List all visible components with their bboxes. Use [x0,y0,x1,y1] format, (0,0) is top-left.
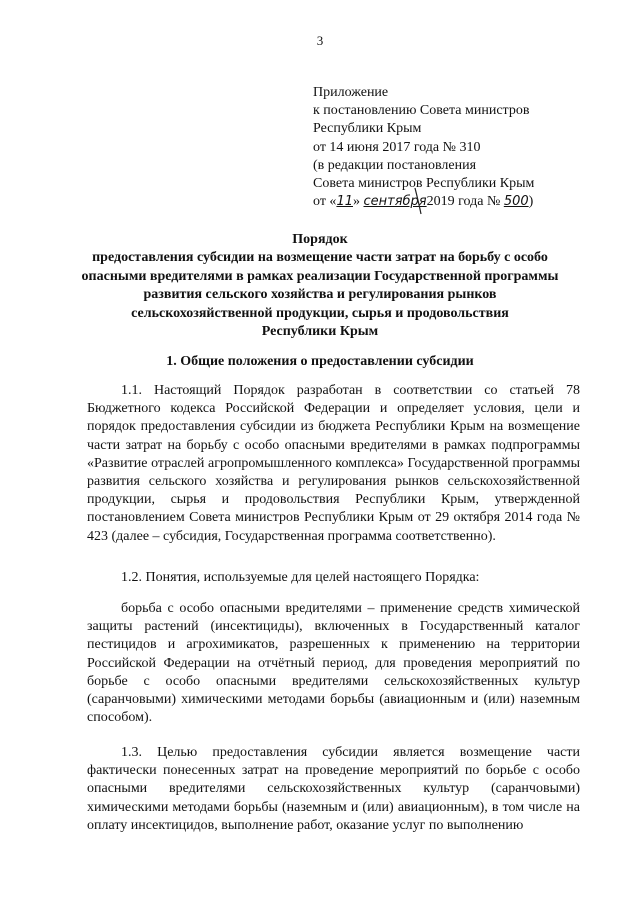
appendix-line-1: Приложение [313,85,389,100]
title-line-5: сельскохозяйственной продукции, сырья и продовольствия [131,305,509,321]
paragraph-1-3: 1.3. Целью предоставления субсидии является возмещение части фактически понесенных затрат на проведение мероприятий по борьбе с особо опасными вредителями сельскохозяйственных культур (саранчовыми) химическими методами борьбы (наземным и (или) авиационным), в том числе на оплату инсектицидов, выполнение работ, оказание услуг по выполнению [87,745,580,833]
appendix-line-5: (в редакции постановления [313,157,477,173]
date-month-handwritten: сентября [363,194,427,210]
title-line-1: Порядок [292,232,348,247]
section-heading: 1. Общие положения о предоставлении субсидии [166,354,474,369]
date-day-handwritten: 11 [336,194,353,210]
page-number: 3 [316,33,324,48]
date-mid: » [352,194,360,210]
title-line-6: Республики Крым [261,324,379,340]
paragraph-1-2: 1.2. Понятия, используемые для целей настоящего Порядка: [121,570,480,585]
title-line-2: предоставления субсидии на возмещение части затрат на борьбу с особо [92,250,548,266]
date-prefix: от « [313,194,337,210]
title-line-4: развития сельского хозяйства и регулирования рынков [143,287,497,303]
paragraph-1-1: 1.1. Настоящий Порядок разработан в соответствии со статьей 78 Бюджетного кодекса Российской Федерации и определяет условия, цели и порядок предоставления субсидии из бюджета Республики Крым на возмещение части затрат на борьбу с особо опасными вредителями в рамках подпрограммы «Развитие отраслей агропромышленного комплекса» Государственной программы развития сельского хозяйства и регулирования рынков сельскохозяйственной продукции, сырья и продовольствия Республики Крым, утвержденной постановлением Совета министров Республики Крым от 29 октября 2014 года № 423 (далее – субсидия, Государственная программа соответственно). [87,383,580,544]
title-line-3: опасными вредителями в рамках реализации Государственной программы [81,268,559,284]
date-suffix: ) [528,194,534,210]
appendix-line-6: Совета министров Республики Крым [313,176,535,192]
appendix-line-3: Республики Крым [313,121,422,137]
appendix-line-4: от 14 июня 2017 года № 310 [313,139,481,155]
appendix-block [313,84,613,211]
paragraph-definition: борьба с особо опасными вредителями – применение средств химической защиты растений (инсектициды), включенных в Государственный каталог пестицидов и агрохимикатов, разрешенных к применению на территории Российской Федерации на отчётный период, для проведения мероприятий по борьбе с особо опасными вредителями сельскохозяйственных культур (саранчовыми) химическими методами борьбы (авиационным и (или) наземным способом). [87,601,580,726]
appendix-date-line [313,193,613,211]
date-year: 2019 года № [426,194,501,210]
date-number-handwritten: 500 [503,194,529,210]
appendix-line-2: к постановлению Совета министров [313,103,530,119]
document-title [55,231,585,341]
